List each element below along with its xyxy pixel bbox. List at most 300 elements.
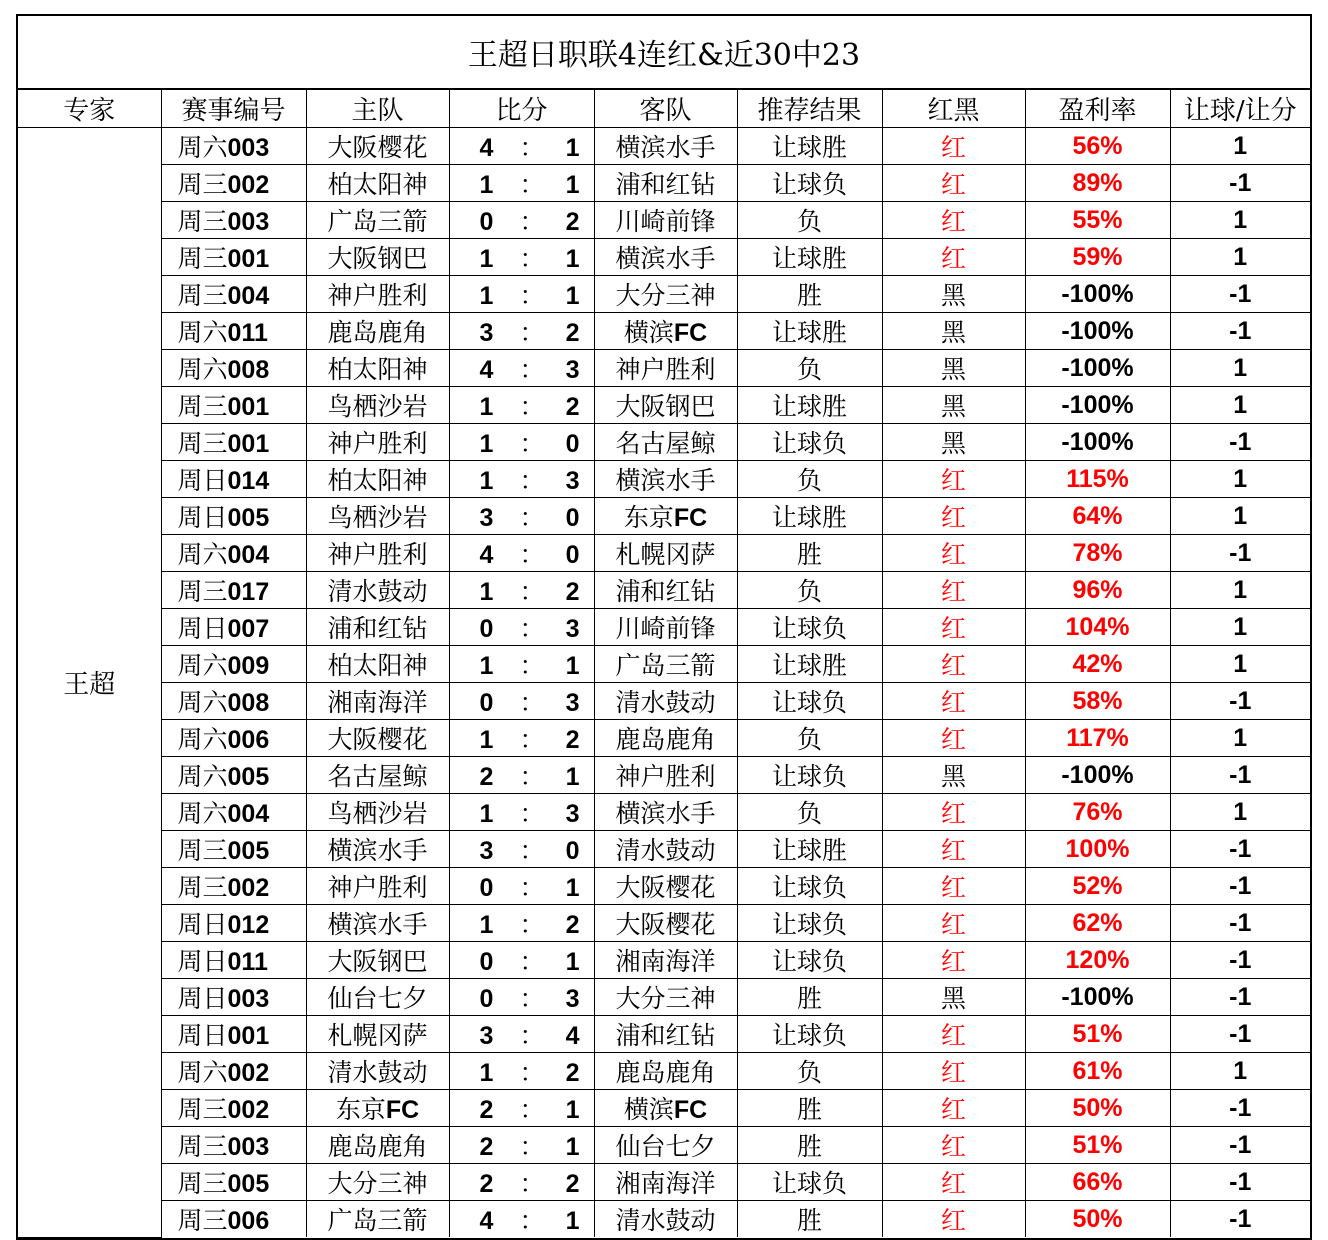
score-cell: [449, 720, 594, 757]
away-score: 1: [565, 245, 580, 273]
home-team-cell: 柏太阳神: [306, 165, 449, 202]
away-team-cell: 神户胜利: [594, 757, 737, 794]
table-row: [18, 1053, 1310, 1090]
pick-result: 负: [737, 350, 882, 387]
away-team-cell: 名古屋鲸: [594, 424, 737, 461]
home-score: 1: [479, 652, 494, 680]
red-black-status: 红: [882, 1090, 1025, 1127]
results-table: [18, 90, 1310, 1238]
table-row: [18, 1164, 1310, 1201]
home-team-cell: 神户胜利: [306, 424, 449, 461]
score-separator: ：: [519, 1021, 545, 1050]
match-day: 周三: [177, 429, 228, 458]
pick-result: 负: [737, 720, 882, 757]
home-team-cell: 大阪钢巴: [306, 239, 449, 276]
table-row: [18, 831, 1310, 868]
profit-rate: 62%: [1025, 905, 1170, 942]
handicap-value: -1: [1170, 165, 1310, 202]
expert-name: 王超: [18, 128, 161, 1238]
pick-result: 负: [737, 794, 882, 831]
match-code: [161, 831, 306, 868]
table-row: [18, 683, 1310, 720]
pick-result: 胜: [737, 1201, 882, 1238]
table-row: [18, 609, 1310, 646]
home-score: 1: [479, 430, 494, 458]
match-code: [161, 1016, 306, 1053]
away-score: 2: [565, 1059, 580, 1087]
away-team-cell: 湘南海洋: [594, 1164, 737, 1201]
match-day: 周三: [177, 1206, 228, 1235]
red-black-status: 红: [882, 535, 1025, 572]
score-separator: ：: [519, 651, 545, 680]
home-score: 1: [479, 467, 494, 495]
score-cell: [449, 646, 594, 683]
red-black-status: 红: [882, 720, 1025, 757]
score-separator: ：: [519, 577, 545, 606]
handicap-value: -1: [1170, 868, 1310, 905]
away-team-cell: 鹿岛鹿角: [594, 720, 737, 757]
match-number: 002: [227, 171, 270, 199]
away-team-cell: [594, 1090, 737, 1127]
pick-result: 让球负: [737, 1016, 882, 1053]
home-score: 1: [479, 171, 494, 199]
red-black-status: 红: [882, 794, 1025, 831]
header-expert: 专家: [18, 90, 161, 128]
pick-result: 胜: [737, 276, 882, 313]
match-code: [161, 1201, 306, 1238]
table-row: [18, 387, 1310, 424]
score-cell: [449, 683, 594, 720]
match-code: [161, 165, 306, 202]
pick-result: 胜: [737, 1090, 882, 1127]
home-score: 0: [479, 948, 494, 976]
home-score: 1: [479, 282, 494, 310]
match-day: 周六: [177, 540, 228, 569]
red-black-status: 红: [882, 942, 1025, 979]
header-row: [18, 90, 1310, 128]
match-day: 周三: [177, 1095, 228, 1124]
match-number: 001: [227, 1022, 270, 1050]
score-separator: ：: [519, 392, 545, 421]
table-row: [18, 276, 1310, 313]
score-separator: ：: [519, 1095, 545, 1124]
pick-result: 让球负: [737, 1164, 882, 1201]
red-black-status: 红: [882, 202, 1025, 239]
header-away-team: 客队: [594, 90, 737, 128]
away-team-cell: 川崎前锋: [594, 202, 737, 239]
table-row: [18, 1016, 1310, 1053]
away-team-cell: 浦和红钻: [594, 1016, 737, 1053]
score-cell: [449, 868, 594, 905]
score-cell: [449, 424, 594, 461]
header-home-team: 主队: [306, 90, 449, 128]
handicap-value: 1: [1170, 498, 1310, 535]
header-handicap: 让球/让分: [1170, 90, 1310, 128]
away-team-cell: 清水鼓动: [594, 1201, 737, 1238]
score-separator: ：: [519, 836, 545, 865]
pick-result: 让球胜: [737, 387, 882, 424]
home-team-cell: 柏太阳神: [306, 646, 449, 683]
match-code: [161, 868, 306, 905]
table-row: [18, 1201, 1310, 1238]
home-team-cell: 广岛三箭: [306, 202, 449, 239]
pick-result: 让球负: [737, 165, 882, 202]
match-day: 周六: [177, 355, 228, 384]
table-row: [18, 572, 1310, 609]
away-team-cell: 鹿岛鹿角: [594, 1053, 737, 1090]
match-number: 005: [227, 1170, 270, 1198]
score-cell: [449, 387, 594, 424]
home-team-cell: 大阪樱花: [306, 720, 449, 757]
score-cell: [449, 498, 594, 535]
red-black-status: 红: [882, 868, 1025, 905]
profit-rate: -100%: [1025, 350, 1170, 387]
table-row: [18, 1090, 1310, 1127]
table-row: [18, 498, 1310, 535]
handicap-value: 1: [1170, 128, 1310, 165]
pick-result: 让球胜: [737, 498, 882, 535]
match-day: 周六: [177, 1058, 228, 1087]
away-team-suffix: FC: [673, 1096, 708, 1124]
match-day: 周日: [177, 466, 228, 495]
home-team-cell: 鹿岛鹿角: [306, 313, 449, 350]
pick-result: 胜: [737, 1127, 882, 1164]
pick-result: 让球负: [737, 424, 882, 461]
away-score: 1: [565, 763, 580, 791]
red-black-status: 黑: [882, 979, 1025, 1016]
score-cell: [449, 979, 594, 1016]
home-score: 4: [479, 356, 494, 384]
score-separator: ：: [519, 318, 545, 347]
profit-rate: 59%: [1025, 239, 1170, 276]
score-separator: ：: [519, 725, 545, 754]
handicap-value: 1: [1170, 461, 1310, 498]
away-team-name: 横滨: [623, 318, 674, 347]
profit-rate: 50%: [1025, 1090, 1170, 1127]
match-day: 周六: [177, 318, 228, 347]
header-match-code: 赛事编号: [161, 90, 306, 128]
header-profit-rate: 盈利率: [1025, 90, 1170, 128]
match-number: 002: [227, 1059, 270, 1087]
table-row: [18, 128, 1310, 165]
red-black-status: 红: [882, 1201, 1025, 1238]
away-team-cell: 大分三神: [594, 979, 737, 1016]
match-number: 003: [227, 1133, 270, 1161]
away-team-name: 东京: [623, 503, 674, 532]
home-team-cell: 广岛三箭: [306, 1201, 449, 1238]
away-score: 2: [565, 208, 580, 236]
red-black-status: 红: [882, 239, 1025, 276]
table-row: [18, 720, 1310, 757]
away-team-cell: 大阪樱花: [594, 905, 737, 942]
match-code: [161, 498, 306, 535]
score-cell: [449, 461, 594, 498]
score-separator: ：: [519, 281, 545, 310]
away-team-cell: 清水鼓动: [594, 683, 737, 720]
match-code: [161, 794, 306, 831]
red-black-status: 黑: [882, 276, 1025, 313]
away-score: 1: [565, 282, 580, 310]
match-number: 002: [227, 1096, 270, 1124]
score-cell: [449, 1164, 594, 1201]
match-day: 周六: [177, 133, 228, 162]
profit-rate: 120%: [1025, 942, 1170, 979]
red-black-status: 红: [882, 1127, 1025, 1164]
table-row: [18, 239, 1310, 276]
match-number: 009: [227, 652, 270, 680]
match-code: [161, 350, 306, 387]
pick-result: 负: [737, 461, 882, 498]
away-score: 2: [565, 319, 580, 347]
away-score: 3: [565, 615, 580, 643]
score-separator: ：: [519, 244, 545, 273]
away-team-cell: 横滨水手: [594, 461, 737, 498]
pick-result: 负: [737, 202, 882, 239]
red-black-status: 红: [882, 646, 1025, 683]
match-code: [161, 979, 306, 1016]
pick-result: 让球胜: [737, 239, 882, 276]
away-score: 0: [565, 430, 580, 458]
home-team-cell: 神户胜利: [306, 868, 449, 905]
profit-rate: 61%: [1025, 1053, 1170, 1090]
match-day: 周三: [177, 1132, 228, 1161]
away-score: 3: [565, 467, 580, 495]
away-team-name: 横滨: [623, 1095, 674, 1124]
away-score: 0: [565, 541, 580, 569]
match-number: 012: [227, 911, 270, 939]
table-row: [18, 535, 1310, 572]
handicap-value: 1: [1170, 646, 1310, 683]
away-score: 3: [565, 356, 580, 384]
away-score: 2: [565, 911, 580, 939]
match-code: [161, 535, 306, 572]
profit-rate: 51%: [1025, 1016, 1170, 1053]
match-code: [161, 276, 306, 313]
score-cell: [449, 1201, 594, 1238]
profit-rate: 52%: [1025, 868, 1170, 905]
match-code: [161, 1127, 306, 1164]
profit-rate: 66%: [1025, 1164, 1170, 1201]
away-score: 2: [565, 393, 580, 421]
home-score: 1: [479, 726, 494, 754]
handicap-value: -1: [1170, 1016, 1310, 1053]
match-number: 006: [227, 1207, 270, 1235]
match-number: 003: [227, 985, 270, 1013]
home-score: 0: [479, 874, 494, 902]
profit-rate: 96%: [1025, 572, 1170, 609]
away-team-cell: 札幌冈萨: [594, 535, 737, 572]
pick-result: 让球胜: [737, 646, 882, 683]
handicap-value: 1: [1170, 609, 1310, 646]
away-team-cell: 川崎前锋: [594, 609, 737, 646]
home-score: 1: [479, 1059, 494, 1087]
pick-result: 让球胜: [737, 831, 882, 868]
pick-result: 让球胜: [737, 128, 882, 165]
profit-rate: 117%: [1025, 720, 1170, 757]
match-day: 周六: [177, 762, 228, 791]
match-code: [161, 239, 306, 276]
sheet-title: 王超日职联4连红&近30中23: [18, 16, 1310, 90]
handicap-value: -1: [1170, 979, 1310, 1016]
match-number: 002: [227, 874, 270, 902]
header-score: 比分: [449, 90, 594, 128]
score-cell: [449, 1090, 594, 1127]
table-row: [18, 905, 1310, 942]
match-number: 005: [227, 504, 270, 532]
match-day: 周三: [177, 873, 228, 902]
handicap-value: -1: [1170, 1164, 1310, 1201]
home-team-cell: 大阪钢巴: [306, 942, 449, 979]
home-team-cell: 浦和红钻: [306, 609, 449, 646]
match-number: 005: [227, 763, 270, 791]
match-number: 006: [227, 726, 270, 754]
score-cell: [449, 202, 594, 239]
match-number: 005: [227, 837, 270, 865]
header-red-black: 红黑: [882, 90, 1025, 128]
match-code: [161, 572, 306, 609]
handicap-value: -1: [1170, 683, 1310, 720]
red-black-status: 黑: [882, 350, 1025, 387]
profit-rate: 58%: [1025, 683, 1170, 720]
match-code: [161, 387, 306, 424]
match-code: [161, 757, 306, 794]
home-score: 1: [479, 911, 494, 939]
handicap-value: 1: [1170, 1053, 1310, 1090]
match-day: 周三: [177, 1169, 228, 1198]
pick-result: 负: [737, 572, 882, 609]
away-score: 1: [565, 134, 580, 162]
home-score: 1: [479, 245, 494, 273]
profit-rate: 89%: [1025, 165, 1170, 202]
away-team-cell: 清水鼓动: [594, 831, 737, 868]
home-score: 4: [479, 541, 494, 569]
score-separator: ：: [519, 1132, 545, 1161]
match-code: [161, 942, 306, 979]
match-number: 014: [227, 467, 270, 495]
pick-result: 让球负: [737, 942, 882, 979]
handicap-value: 1: [1170, 387, 1310, 424]
away-team-cell: 浦和红钻: [594, 165, 737, 202]
match-number: 004: [227, 282, 270, 310]
red-black-status: 红: [882, 905, 1025, 942]
score-separator: ：: [519, 873, 545, 902]
home-team-cell: 名古屋鲸: [306, 757, 449, 794]
away-team-cell: 仙台七夕: [594, 1127, 737, 1164]
match-day: 周六: [177, 725, 228, 754]
away-score: 1: [565, 1133, 580, 1161]
profit-rate: 104%: [1025, 609, 1170, 646]
home-score: 1: [479, 578, 494, 606]
profit-rate: -100%: [1025, 757, 1170, 794]
handicap-value: -1: [1170, 757, 1310, 794]
table-row: [18, 868, 1310, 905]
match-day: 周三: [177, 836, 228, 865]
table-row: [18, 424, 1310, 461]
match-day: 周三: [177, 392, 228, 421]
match-number: 008: [227, 689, 270, 717]
red-black-status: 红: [882, 831, 1025, 868]
score-separator: ：: [519, 207, 545, 236]
table-row: [18, 313, 1310, 350]
handicap-value: -1: [1170, 1201, 1310, 1238]
score-cell: [449, 757, 594, 794]
score-separator: ：: [519, 799, 545, 828]
score-cell: [449, 350, 594, 387]
match-number: 003: [227, 134, 270, 162]
profit-rate: 76%: [1025, 794, 1170, 831]
away-score: 2: [565, 726, 580, 754]
score-separator: ：: [519, 910, 545, 939]
away-team-cell: 横滨水手: [594, 128, 737, 165]
match-number: 001: [227, 430, 270, 458]
match-number: 004: [227, 800, 270, 828]
handicap-value: -1: [1170, 1127, 1310, 1164]
match-code: [161, 1053, 306, 1090]
pick-result: 让球负: [737, 868, 882, 905]
away-score: 0: [565, 837, 580, 865]
handicap-value: -1: [1170, 276, 1310, 313]
handicap-value: 1: [1170, 720, 1310, 757]
match-number: 017: [227, 578, 270, 606]
home-team-cell: 横滨水手: [306, 831, 449, 868]
score-cell: [449, 1053, 594, 1090]
match-code: [161, 720, 306, 757]
away-team-cell: 大阪钢巴: [594, 387, 737, 424]
match-day: 周六: [177, 651, 228, 680]
pick-result: 让球负: [737, 609, 882, 646]
home-score: 0: [479, 208, 494, 236]
match-day: 周日: [177, 984, 228, 1013]
away-score: 4: [565, 1022, 580, 1050]
match-number: 011: [227, 948, 268, 976]
home-team-cell: 鸟栖沙岩: [306, 498, 449, 535]
handicap-value: -1: [1170, 942, 1310, 979]
away-score: 3: [565, 689, 580, 717]
score-separator: ：: [519, 688, 545, 717]
home-score: 3: [479, 319, 494, 347]
score-cell: [449, 1016, 594, 1053]
home-score: 3: [479, 504, 494, 532]
table-row: [18, 757, 1310, 794]
score-cell: [449, 609, 594, 646]
profit-rate: 100%: [1025, 831, 1170, 868]
profit-rate: 42%: [1025, 646, 1170, 683]
score-cell: [449, 128, 594, 165]
away-team-cell: 横滨水手: [594, 794, 737, 831]
table-row: [18, 202, 1310, 239]
red-black-status: 黑: [882, 313, 1025, 350]
red-black-status: 红: [882, 461, 1025, 498]
home-team-cell: [306, 1090, 449, 1127]
home-score: 0: [479, 689, 494, 717]
score-separator: ：: [519, 355, 545, 384]
match-day: 周日: [177, 503, 228, 532]
table-row: [18, 979, 1310, 1016]
match-code: [161, 683, 306, 720]
away-team-cell: 神户胜利: [594, 350, 737, 387]
handicap-value: -1: [1170, 424, 1310, 461]
match-number: 011: [227, 319, 268, 347]
pick-result: 胜: [737, 979, 882, 1016]
match-code: [161, 313, 306, 350]
score-cell: [449, 905, 594, 942]
score-cell: [449, 794, 594, 831]
results-sheet: [16, 14, 1312, 1240]
away-score: 0: [565, 504, 580, 532]
score-separator: ：: [519, 947, 545, 976]
match-code: [161, 1164, 306, 1201]
table-row: [18, 646, 1310, 683]
